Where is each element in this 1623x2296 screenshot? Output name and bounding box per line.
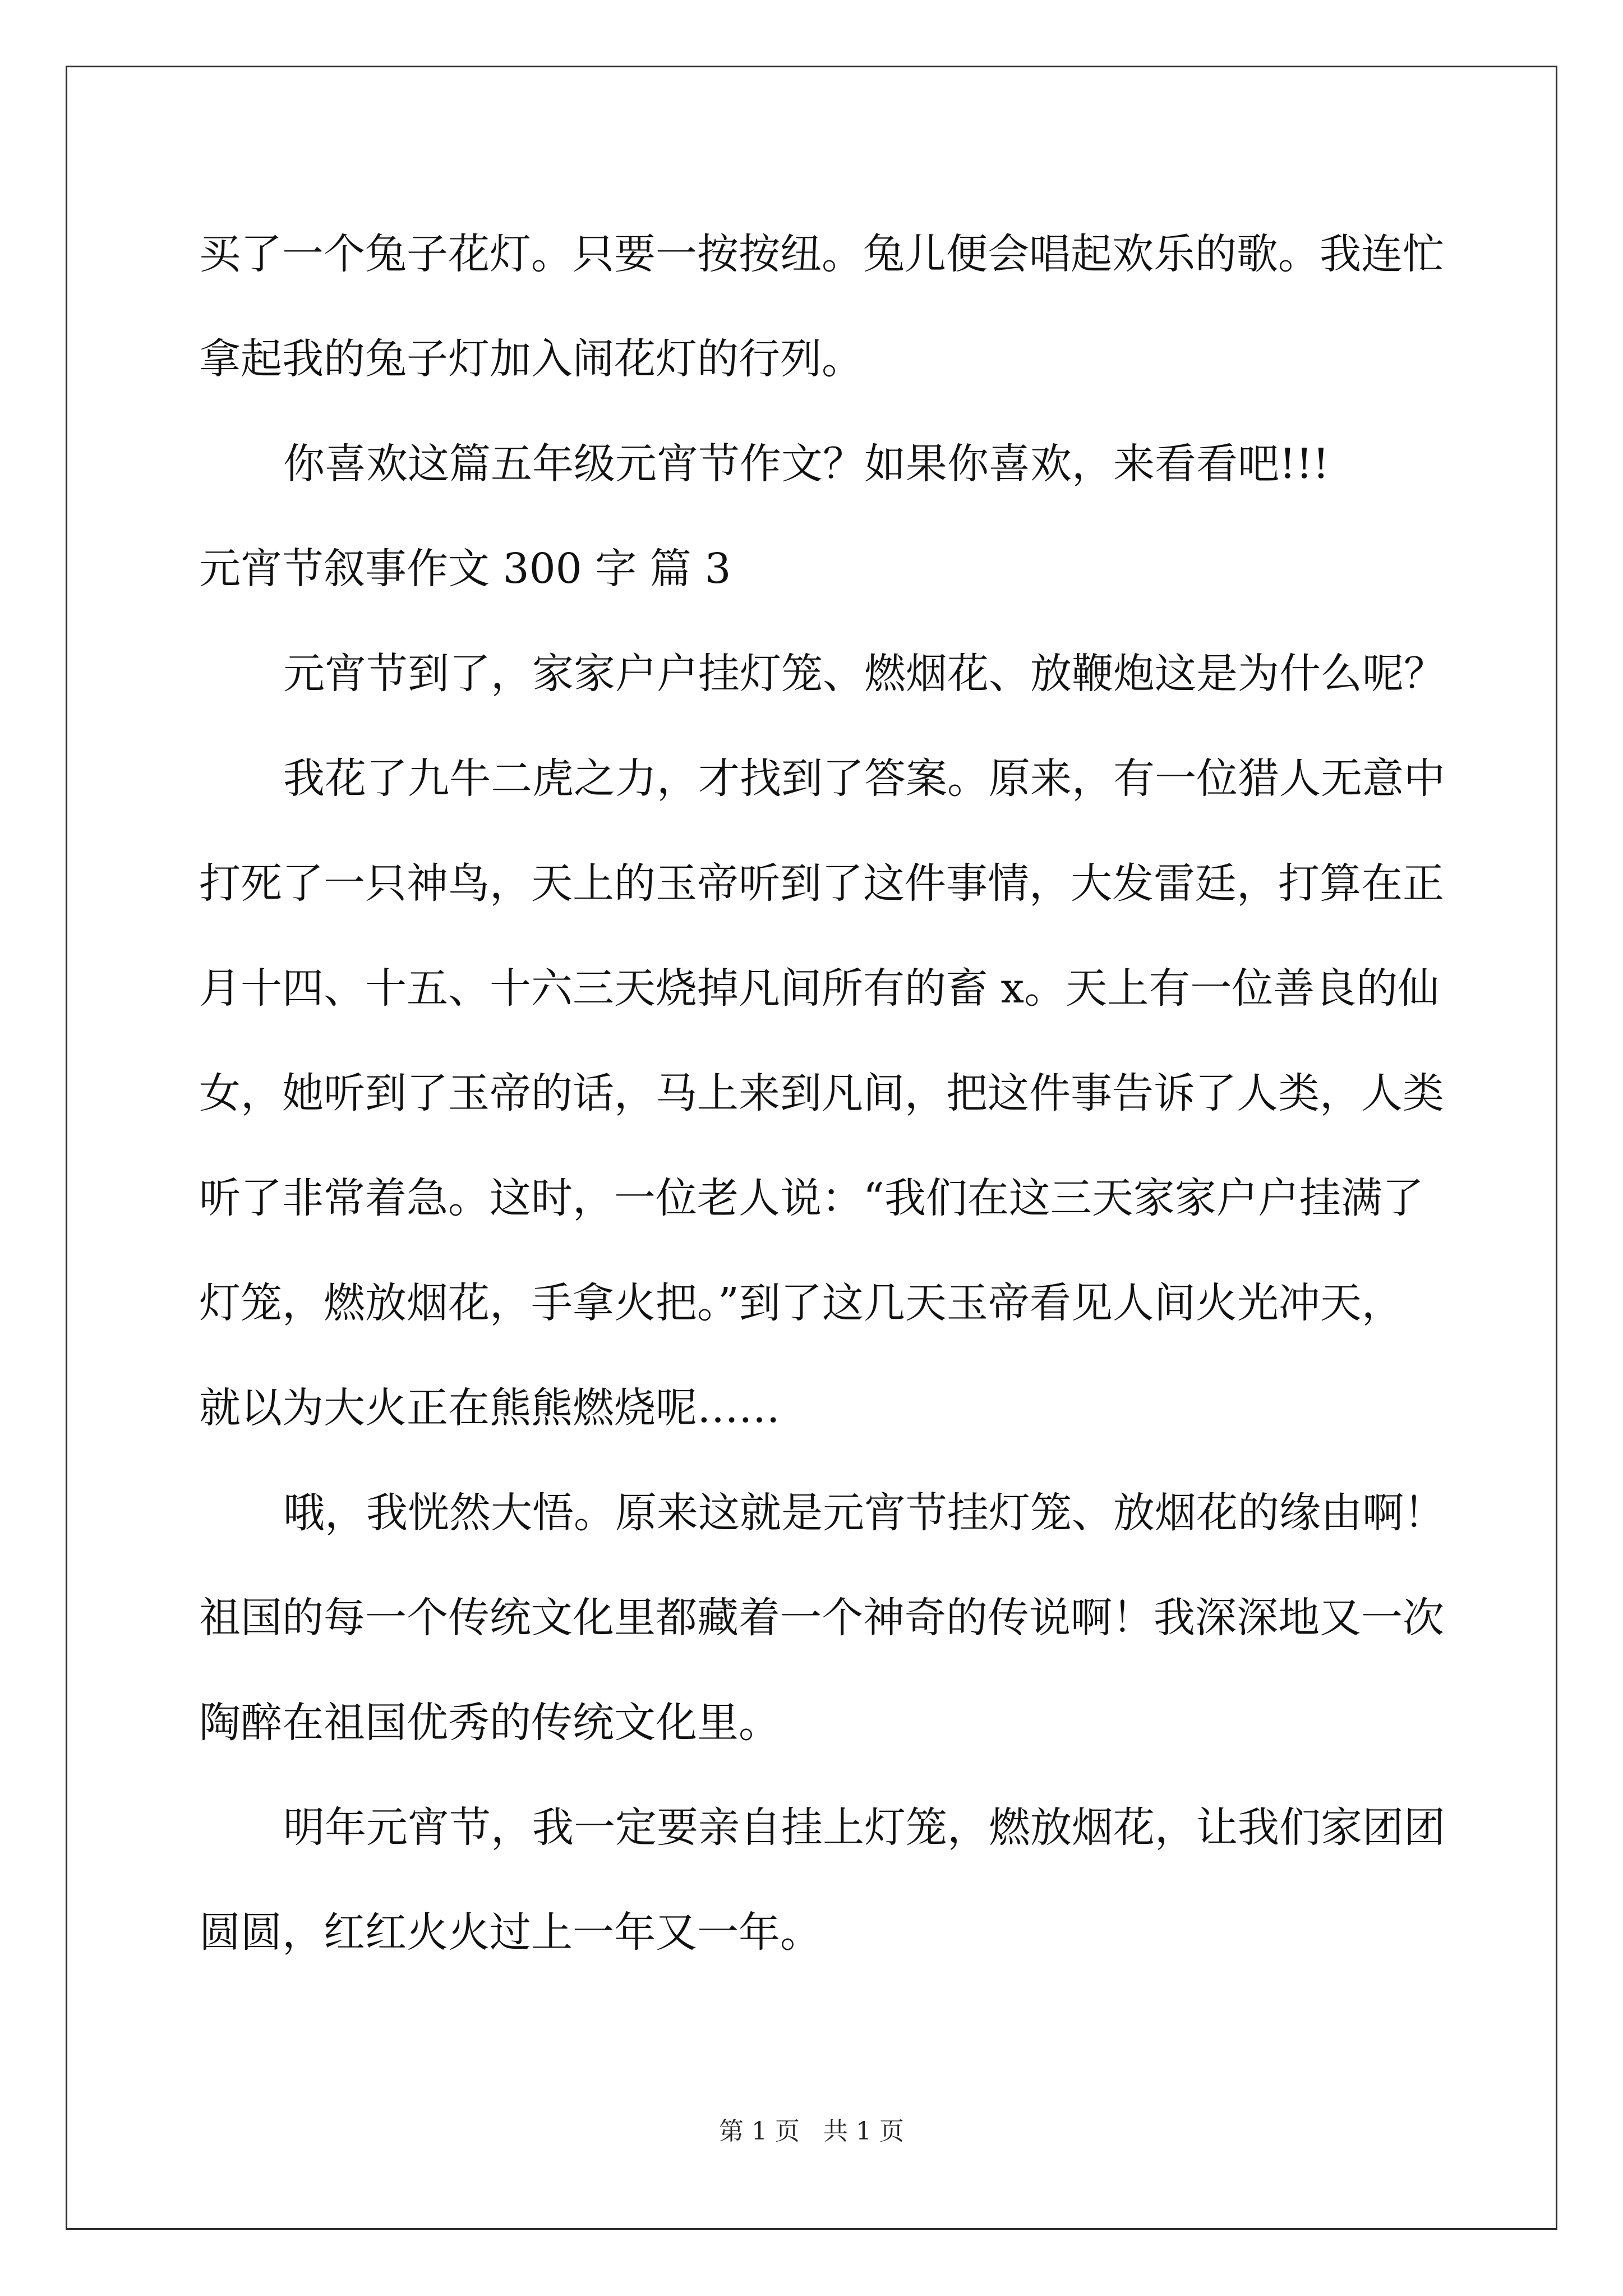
text-line: 圆圆，红红火火过上一年又一年。 xyxy=(199,1908,822,1957)
text-line: 灯笼，燃放烟花，手拿火把。”到了这几天玉帝看见人间火光冲天， xyxy=(199,1279,1403,1327)
text-line: 我花了九牛二虎之力，才找到了答案。原来，有一位猎人无意中 xyxy=(283,754,1445,803)
page-footer xyxy=(0,2115,1623,2148)
text-line: 元宵节到了，家家户户挂灯笼、燃烟花、放鞭炮这是为什么呢？ xyxy=(283,650,1445,698)
text-line: 月十四、十五、十六三天烧掉凡间所有的畜 x。天上有一位善良的仙 xyxy=(199,964,1440,1013)
text-line: 哦，我恍然大悟。原来这就是元宵节挂灯笼、放烟花的缘由啊！ xyxy=(283,1489,1445,1537)
text-line: 你喜欢这篇五年级元宵节作文？如果你喜欢，来看看吧!!! xyxy=(283,440,1330,488)
section-heading: 元宵节叙事作文 300 字 篇 3 xyxy=(199,545,731,593)
text-line: 就以为大火正在熊熊燃烧呢…… xyxy=(199,1384,780,1432)
page-number: 第 1 页 xyxy=(719,2117,800,2146)
text-line: 女，她听到了玉帝的话，马上来到凡间，把这件事告诉了人类，人类 xyxy=(199,1069,1444,1117)
document-body xyxy=(199,202,1445,1985)
text-line: 祖国的每一个传统文化里都藏着一个神奇的传说啊！我深深地又一次 xyxy=(199,1594,1444,1642)
text-line: 买了一个兔子花灯。只要一按按纽。兔儿便会唱起欢乐的歌。我连忙 xyxy=(199,230,1444,278)
text-line: 明年元宵节，我一定要亲自挂上灯笼，燃放烟花，让我们家团团 xyxy=(283,1803,1445,1852)
text-line: 陶醉在祖国优秀的传统文化里。 xyxy=(199,1699,780,1747)
text-line: 打死了一只神鸟，天上的玉帝听到了这件事情，大发雷廷，打算在正 xyxy=(199,859,1444,908)
text-line: 听了非常着急。这时，一位老人说：“我们在这三天家家户户挂满了 xyxy=(199,1174,1424,1222)
page-total: 共 1 页 xyxy=(823,2117,904,2146)
text-line: 拿起我的兔子灯加入闹花灯的行列。 xyxy=(199,335,863,383)
